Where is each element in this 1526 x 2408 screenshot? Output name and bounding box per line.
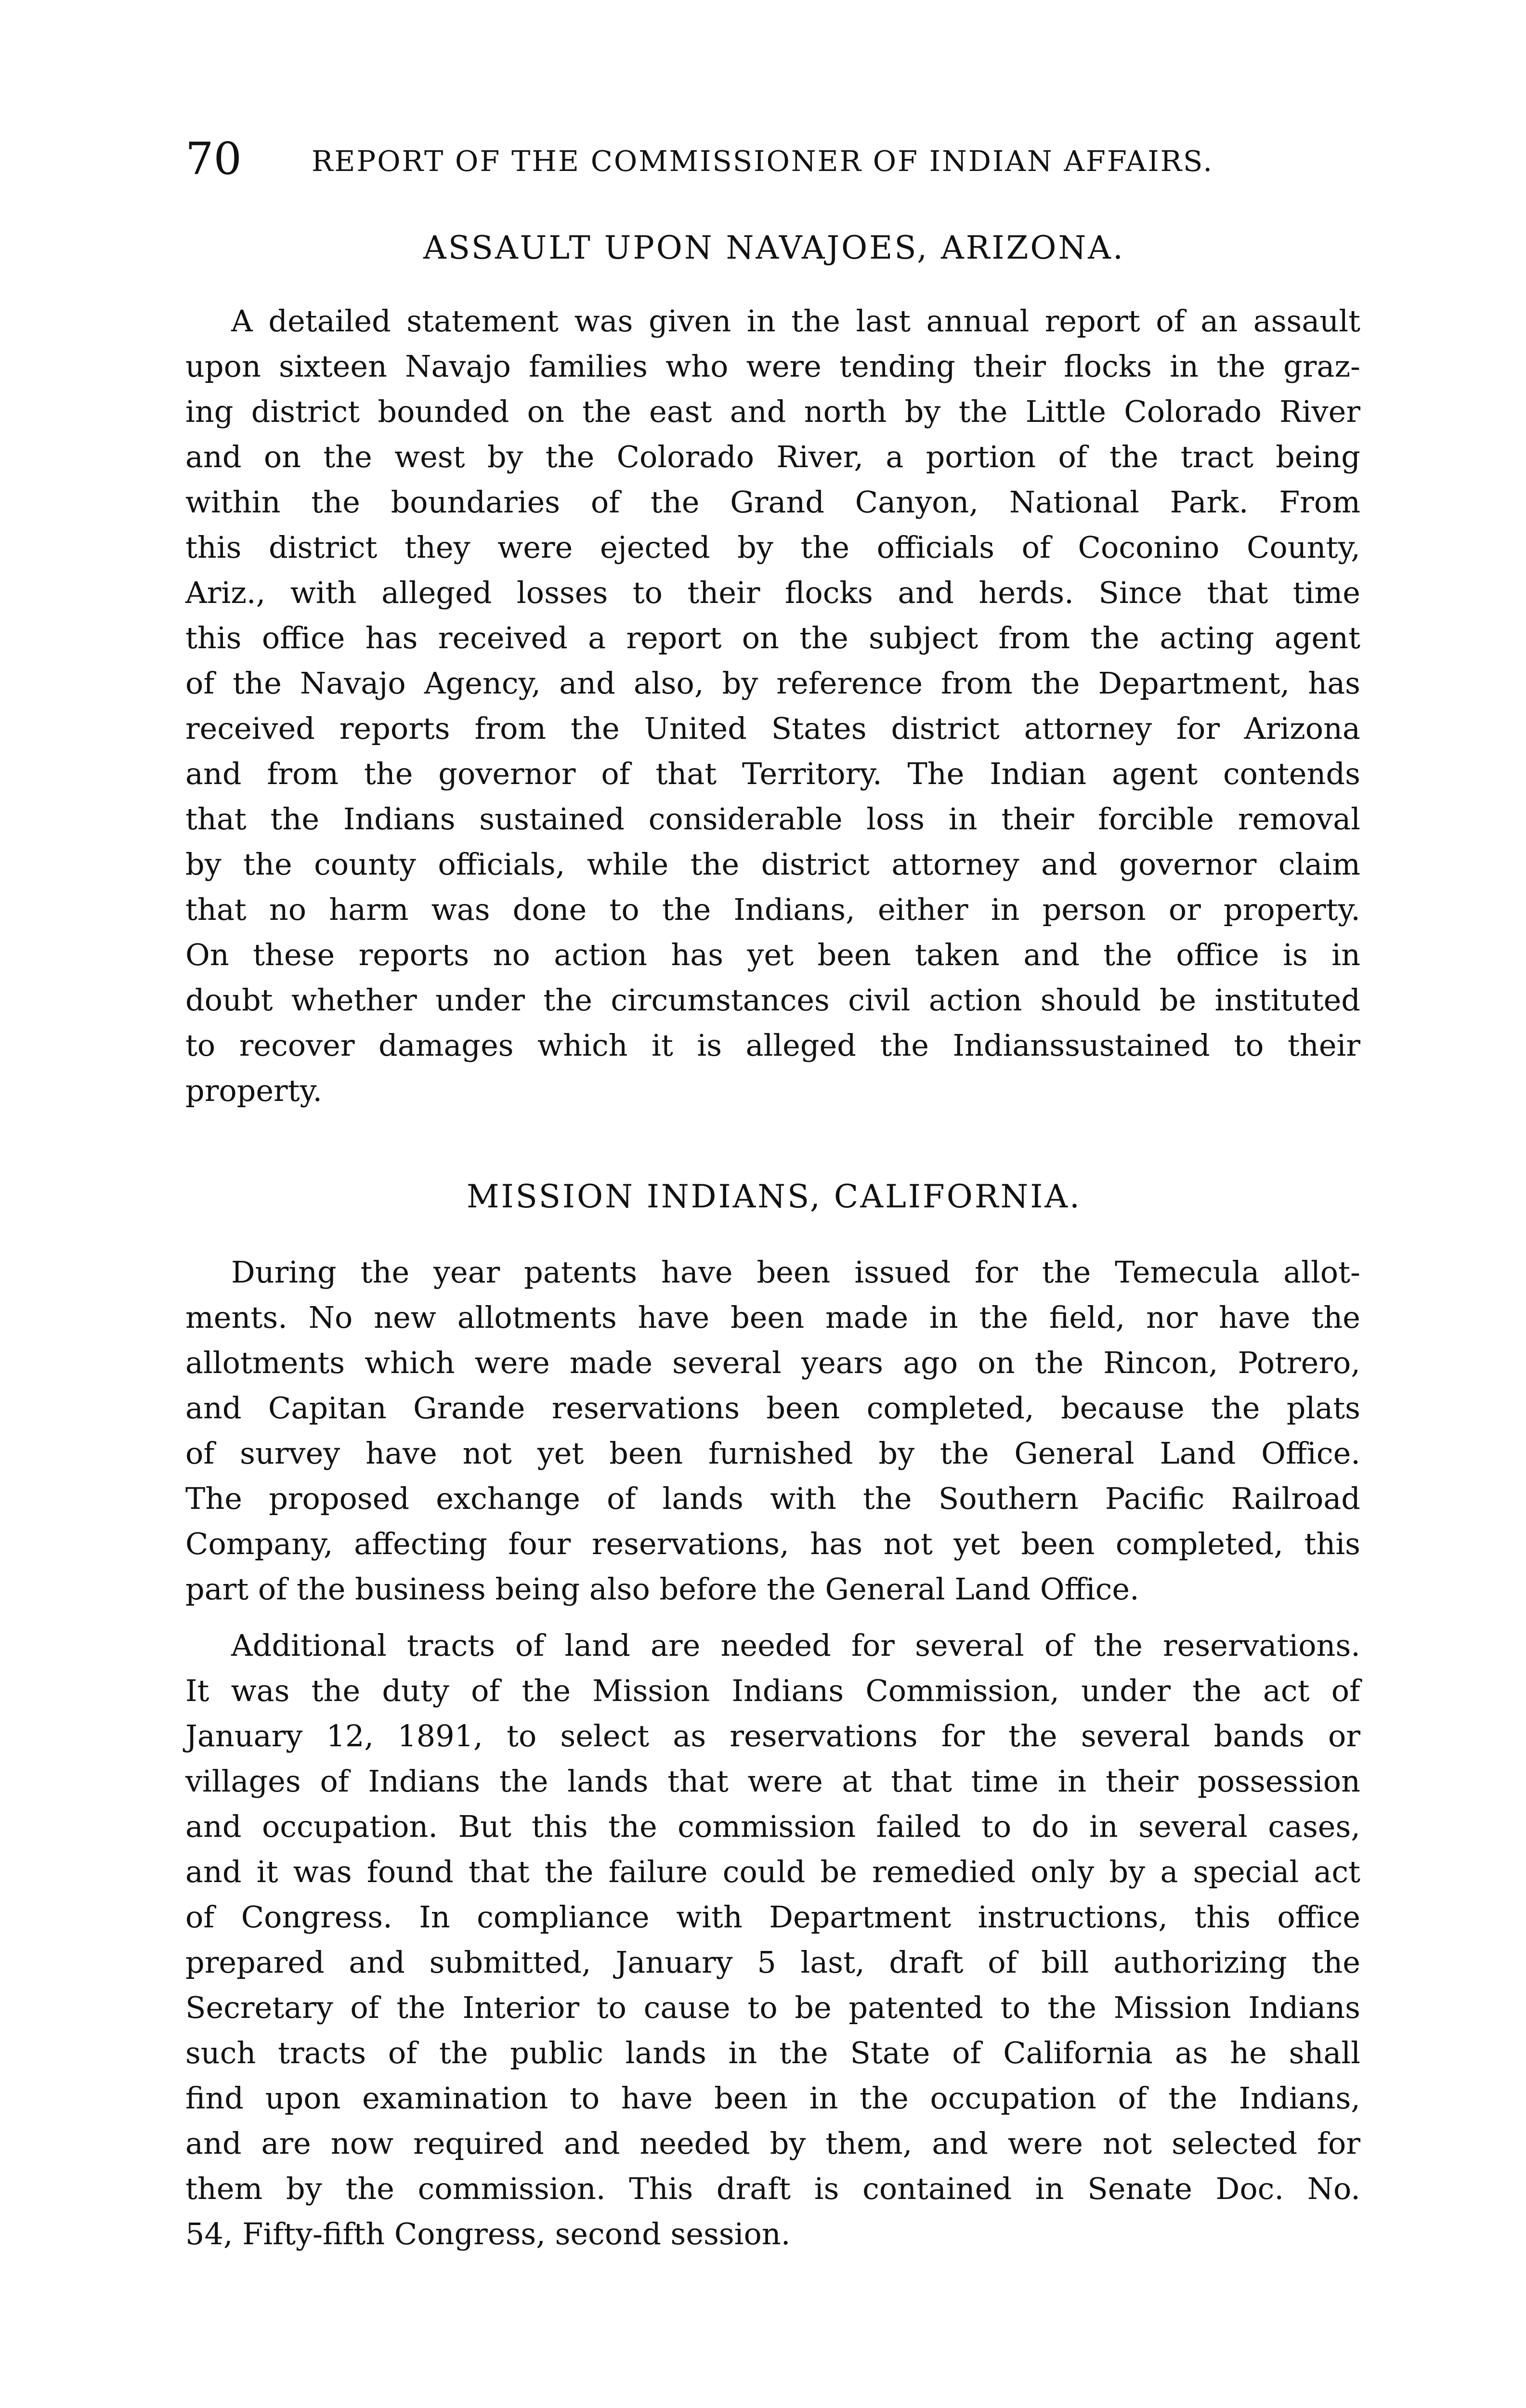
paragraph-navajo-assault	[185, 299, 1360, 1113]
text-line: prepared and submitted, January 5 last, draft of bill authorizing the	[185, 1945, 1360, 1980]
text-line: ing district bounded on the east and north by the Little Colorado River	[185, 394, 1360, 429]
text-line: and it was found that the failure could be remedied only by a special act	[185, 1854, 1360, 1889]
paragraph-additional-tracts	[185, 1623, 1360, 2257]
running-title: REPORT OF THE COMMISSIONER OF INDIAN AFFAIRS.	[312, 144, 1214, 178]
text-line: and from the governor of that Territory. The Indian agent contends	[185, 756, 1360, 791]
running-header	[185, 132, 1363, 190]
text-line: villages of Indians the lands that were at that time in their possession	[185, 1764, 1360, 1799]
text-line: of the Navajo Agency, and also, by reference from the Department, has	[185, 666, 1360, 701]
text-line: that no harm was done to the Indians, either in person or property.	[185, 892, 1360, 927]
section-heading-mission-indians: MISSION INDIANS, CALIFORNIA.	[467, 1178, 1082, 1215]
text-line: and are now required and needed by them, and were not selected for	[185, 2126, 1360, 2161]
text-line: 54, Fifty-fifth Congress, second session.	[185, 2216, 791, 2251]
text-line: ments. No new allotments have been made in the field, nor have the	[185, 1300, 1360, 1335]
text-line: The proposed exchange of lands with the Southern Pacific Railroad	[185, 1481, 1360, 1516]
text-line: received reports from the United States district attorney for Arizona	[185, 711, 1360, 746]
text-line: Additional tracts of land are needed for several of the reservations.	[231, 1628, 1360, 1663]
text-line: allotments which were made several years ago on the Rincon, Potrero,	[185, 1345, 1360, 1380]
text-line: Secretary of the Interior to cause to be patented to the Mission Indians	[185, 1990, 1360, 2025]
text-line: by the county officials, while the district attorney and governor claim	[185, 847, 1360, 882]
text-line: and occupation. But this the commission failed to do in several cases,	[185, 1809, 1360, 1844]
text-line: that the Indians sustained considerable loss in their forcible removal	[185, 801, 1360, 837]
text-line: within the boundaries of the Grand Canyon, National Park. From	[185, 484, 1360, 520]
text-line: During the year patents have been issued for the Temecula allot-	[231, 1255, 1360, 1290]
text-line: Ariz., with alleged losses to their flocks and herds. Since that time	[185, 575, 1360, 610]
page-number: 70	[185, 133, 242, 184]
text-line: of survey have not yet been furnished by the General Land Office.	[185, 1436, 1360, 1471]
text-line: such tracts of the public lands in the State of California as he shall	[185, 2035, 1360, 2070]
text-line: upon sixteen Navajo families who were tending their flocks in the graz-	[185, 349, 1360, 384]
text-line: property.	[185, 1073, 323, 1108]
text-line: them by the commission. This draft is contained in Senate Doc. No.	[185, 2171, 1360, 2206]
text-line: January 12, 1891, to select as reservations for the several bands or	[185, 1718, 1360, 1754]
text-line: A detailed statement was given in the last annual report of an assault	[231, 303, 1360, 339]
text-line: of Congress. In compliance with Department instructions, this office	[185, 1899, 1360, 1935]
text-line: this office has received a report on the subject from the acting agent	[185, 620, 1360, 655]
text-line: to recover damages which it is alleged the Indianssustained to their	[185, 1028, 1360, 1063]
text-line: this district they were ejected by the officials of Coconino County,	[185, 530, 1360, 565]
text-line: and Capitan Grande reservations been completed, because the plats	[185, 1390, 1360, 1426]
text-line: find upon examination to have been in the occupation of the Indians,	[185, 2081, 1360, 2116]
section-heading-assault-upon-navajoes: ASSAULT UPON NAVAJOES, ARIZONA.	[423, 229, 1125, 266]
text-line: doubt whether under the circumstances civil action should be instituted	[185, 982, 1360, 1018]
text-line: and on the west by the Colorado River, a portion of the tract being	[185, 439, 1360, 474]
text-line: Company, affecting four reservations, has not yet been completed, this	[185, 1526, 1360, 1561]
paragraph-temecula-allotments	[185, 1250, 1360, 1612]
text-line: part of the business being also before the General Land Office.	[185, 1571, 1139, 1607]
text-line: On these reports no action has yet been taken and the office is in	[185, 937, 1360, 972]
text-line: It was the duty of the Mission Indians Commission, under the act of	[185, 1673, 1360, 1708]
